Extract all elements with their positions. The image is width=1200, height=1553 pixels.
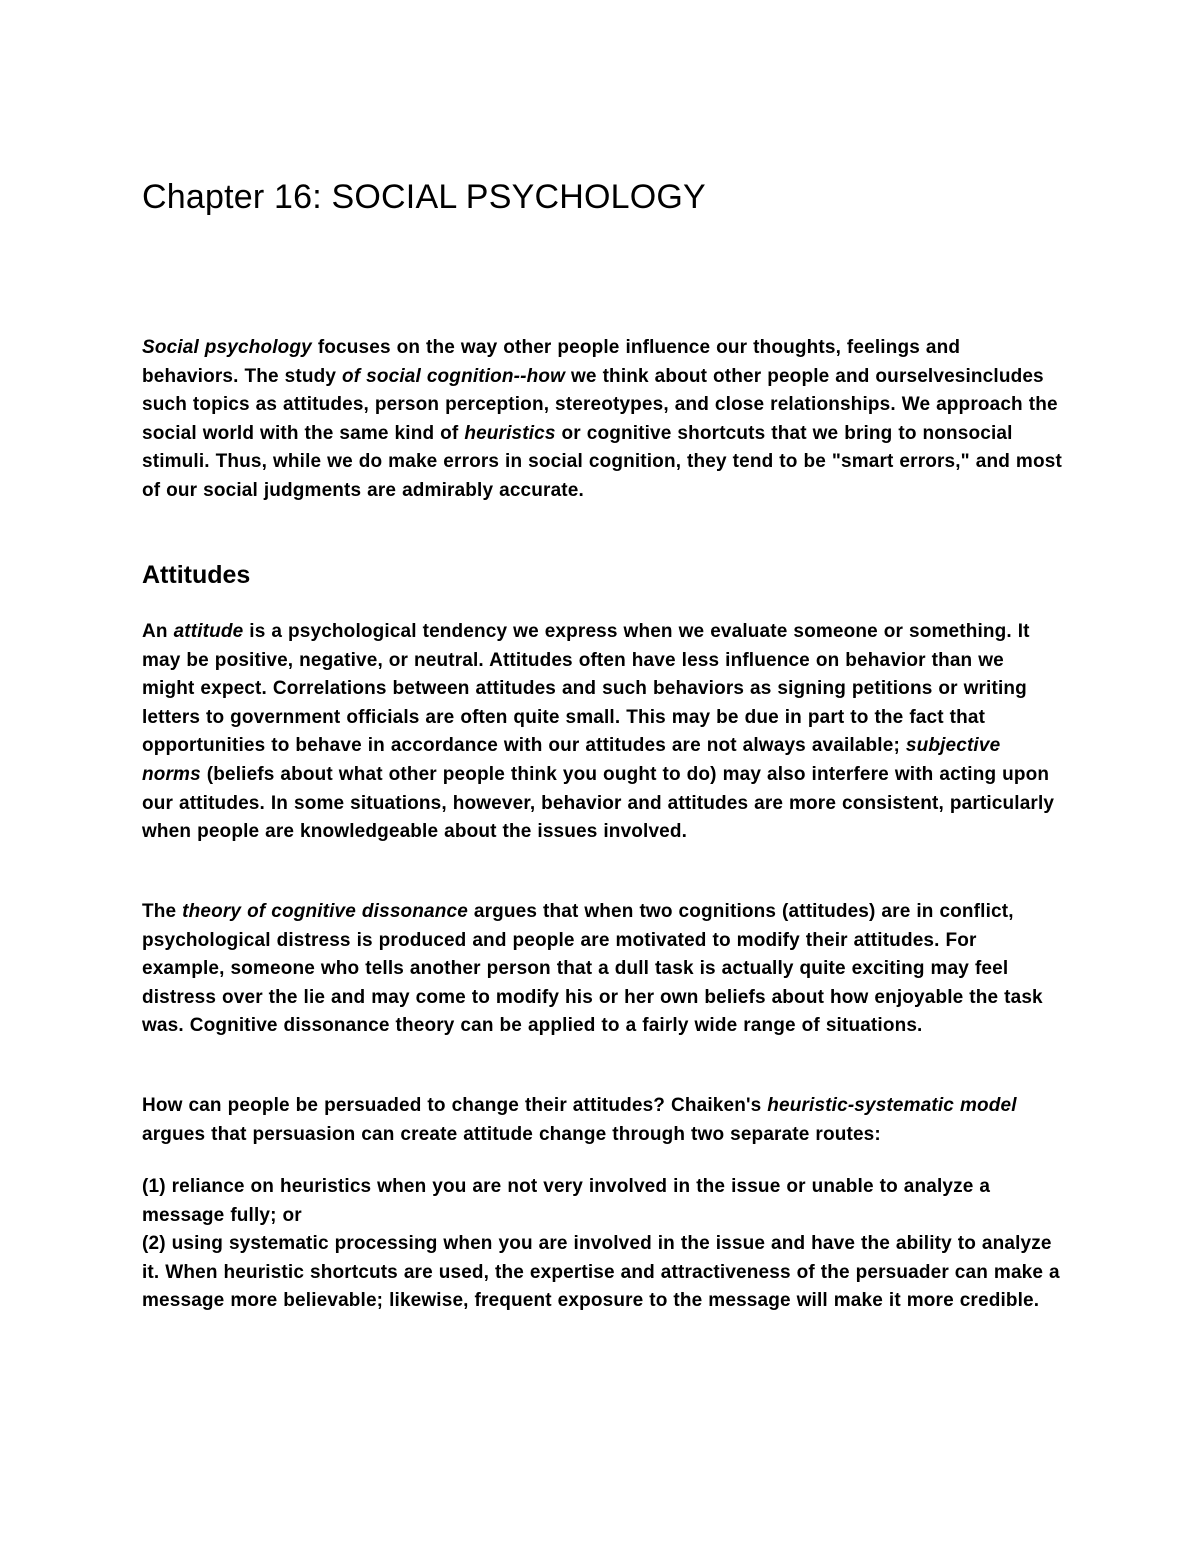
section-heading-attitudes: Attitudes xyxy=(142,561,251,589)
term-subjective-norms: subjective norms xyxy=(142,735,1001,785)
term-cognitive-dissonance: theory of cognitive dissonance xyxy=(182,901,468,922)
routes-list xyxy=(142,1173,1062,1316)
persuasion-paragraph xyxy=(142,1092,1062,1149)
term-heuristic-systematic-model: heuristic-systematic model xyxy=(767,1095,1017,1116)
term-social-cognition: of social cognition--how xyxy=(341,365,566,387)
persuasion-text-2: argues that persuasion can create attitude change through two separate routes: xyxy=(142,1123,881,1145)
attitudes-paragraph xyxy=(142,618,1062,847)
persuasion-text-1: How can people be persuaded to change their attitudes? Chaiken's xyxy=(142,1095,768,1116)
intro-text-3: or cognitive shortcuts that we bring to nonsocial stimuli. Thus, while we do make errors in social cognition, they tend to be "smart errors," and most of our social judgments are admirably accurate. xyxy=(142,422,1062,501)
dissonance-paragraph xyxy=(142,898,1062,1041)
attitudes-text-3: (beliefs about what other people think you ought to do) may also interfere with acting upon our attitudes. In some situations, however, behavior and attitudes are more consistent, particularly when people are knowledgeable about the issues involved. xyxy=(142,763,1055,843)
term-heuristics: heuristics xyxy=(464,422,556,444)
attitudes-text-2: is a psychological tendency we express when we evaluate someone or something. It may be positive, negative, or neutral. Attitudes often have less influence on behavior than we might expect. Correlations between attitudes and such behaviors as signing petitions or writing letters to government officials are often quite small. This may be due in part to the fact that opportunities to behave in accordance with our attitudes are not always available; xyxy=(142,621,1030,757)
intro-text-2: we think about other people and ourselvesincludes such topics as attitudes, person perception, stereotypes, and close relationships. We approach the social world with the same kind of xyxy=(142,365,1058,444)
intro-paragraph xyxy=(142,334,1062,506)
dissonance-text-1: The xyxy=(142,901,183,922)
dissonance-text-2: argues that when two cognitions (attitudes) are in conflict, psychological distress is produced and people are motivated to modify their attitudes. For example, someone who tells another person that a dull task is actually quite exciting may feel distress over the lie and may come to modify his or her own beliefs about how enjoyable the task was. Cognitive dissonance theory can be applied to a fairly wide range of situations. xyxy=(142,901,1043,1037)
route-2: (2) using systematic processing when you are involved in the issue and have the ability to analyze it. When heuristic shortcuts are used, the expertise and attractiveness of the persuader can make a message more believable; likewise, frequent exposure to the message will make it more credible. xyxy=(142,1233,1060,1312)
term-attitude: attitude xyxy=(173,621,244,642)
chapter-title: Chapter 16: SOCIAL PSYCHOLOGY xyxy=(142,178,706,216)
intro-text-1: focuses on the way other people influence our thoughts, feelings and behaviors. The study xyxy=(142,337,961,387)
term-social-psychology: Social psychology xyxy=(142,337,312,358)
route-1: (1) reliance on heuristics when you are not very involved in the issue or unable to analyze a message fully; or xyxy=(142,1176,991,1226)
attitudes-text-1: An xyxy=(142,621,174,642)
